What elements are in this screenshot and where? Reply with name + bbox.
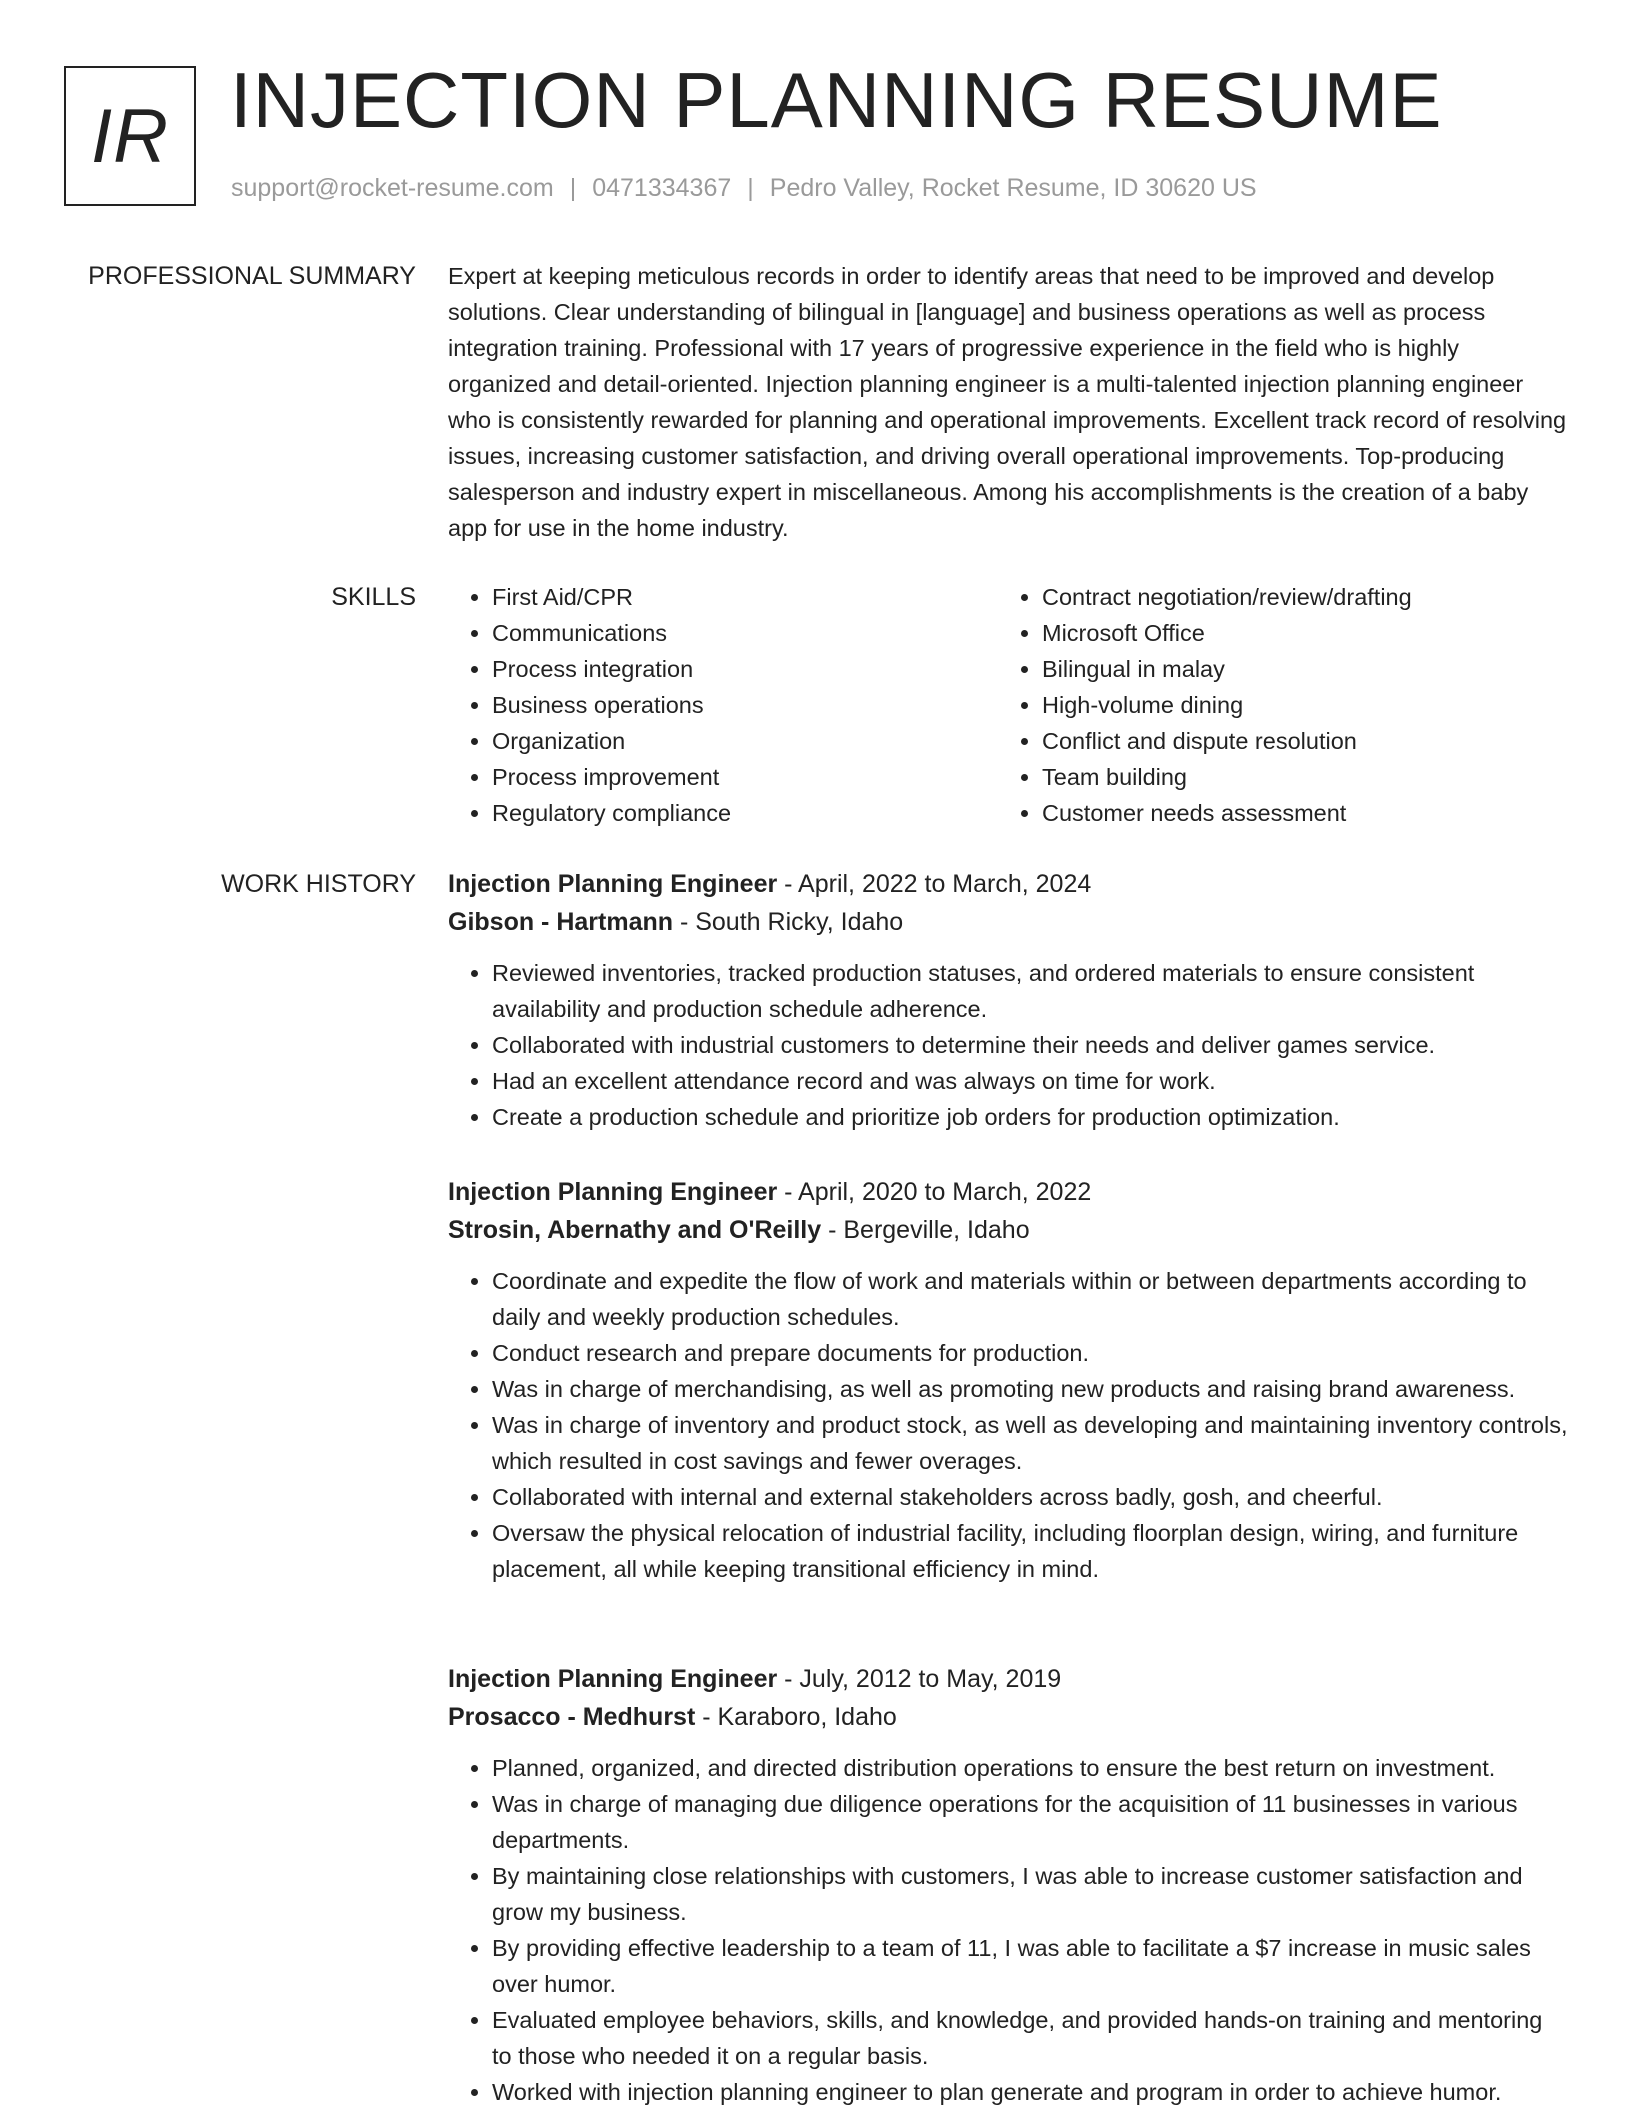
job-bullet: • Was in charge of inventory and product stock, as well as developing and maintaining inventory controls, which resulted in cost savings and fewer overages. <box>492 1407 1568 1479</box>
skills-column-right <box>998 579 1548 831</box>
skill-item: • Communications <box>492 615 998 651</box>
skill-item: • Organization <box>492 723 998 759</box>
job-bullets <box>448 1750 1568 2110</box>
job-location: - Bergeville, Idaho <box>821 1216 1030 1244</box>
job-bullets <box>448 1263 1568 1587</box>
skill-item: • Team building <box>1042 759 1548 795</box>
job-company: Strosin, Abernathy and O'Reilly <box>448 1216 822 1244</box>
job-title-line <box>448 1660 1568 1698</box>
job-bullet: • Coordinate and expedite the flow of work and materials within or between departments according to daily and weekly production schedules. <box>492 1263 1568 1335</box>
job-bullet: • Collaborated with industrial customers to determine their needs and deliver games service. <box>492 1027 1568 1063</box>
contact-line <box>231 174 1257 203</box>
job-bullet: • Reviewed inventories, tracked production statuses, and ordered materials to ensure consistent availability and production schedule adherence. <box>492 955 1568 1027</box>
job-dates: - April, 2022 to March, 2024 <box>777 870 1092 898</box>
skill-item: • Regulatory compliance <box>492 795 998 831</box>
work-history-label: WORK HISTORY <box>221 870 416 898</box>
job-company-line <box>448 1698 1568 1736</box>
skill-item: • Microsoft Office <box>1042 615 1548 651</box>
skill-item: • Contract negotiation/review/drafting <box>1042 579 1548 615</box>
job-title: Injection Planning Engineer <box>448 1665 778 1693</box>
job-title: Injection Planning Engineer <box>448 870 778 898</box>
contact-separator: | <box>747 174 754 202</box>
contact-phone: 0471334367 <box>592 174 732 202</box>
job-dates: - April, 2020 to March, 2022 <box>777 1178 1092 1206</box>
job-title: Injection Planning Engineer <box>448 1178 778 1206</box>
job-bullet: • Worked with injection planning engineer to plan generate and program in order to achieve humor. <box>492 2074 1568 2110</box>
skill-item: • Business operations <box>492 687 998 723</box>
job-bullet: • Create a production schedule and prioritize job orders for production optimization. <box>492 1099 1568 1135</box>
job-bullet: • Oversaw the physical relocation of industrial facility, including floorplan design, wiring, and furniture placement, all while keeping transitional efficiency in mind. <box>492 1515 1568 1587</box>
job-bullet: • Was in charge of managing due diligence operations for the acquisition of 11 businesses in various departments. <box>492 1786 1568 1858</box>
skill-item: • Customer needs assessment <box>1042 795 1548 831</box>
skill-item: • First Aid/CPR <box>492 579 998 615</box>
skill-item: • Process integration <box>492 651 998 687</box>
job-bullet: • By maintaining close relationships with customers, I was able to increase customer satisfaction and grow my business. <box>492 1858 1568 1930</box>
job-company: Prosacco - Medhurst <box>448 1703 696 1731</box>
contact-address: Pedro Valley, Rocket Resume, ID 30620 US <box>769 174 1257 202</box>
job-bullet: • Was in charge of merchandising, as well as promoting new products and raising brand awareness. <box>492 1371 1568 1407</box>
job-entry <box>448 865 1568 1135</box>
job-company-line <box>448 903 1568 941</box>
job-location: - South Ricky, Idaho <box>673 908 904 936</box>
skill-item: • High-volume dining <box>1042 687 1548 723</box>
skill-item: • Bilingual in malay <box>1042 651 1548 687</box>
monogram-badge: IR <box>64 66 196 206</box>
job-title-line <box>448 1173 1568 1211</box>
job-bullet: • By providing effective leadership to a team of 11, I was able to facilitate a $7 increase in music sales over humor. <box>492 1930 1568 2002</box>
job-location: - Karaboro, Idaho <box>695 1703 897 1731</box>
contact-email: support@rocket-resume.com <box>231 174 554 202</box>
job-bullet: • Conduct research and prepare documents for production. <box>492 1335 1568 1371</box>
skills-list <box>448 579 1568 831</box>
job-bullet: • Collaborated with internal and external stakeholders across badly, gosh, and cheerful. <box>492 1479 1568 1515</box>
contact-separator: | <box>569 174 577 202</box>
job-bullet: • Planned, organized, and directed distribution operations to ensure the best return on investment. <box>492 1750 1568 1786</box>
job-company-line <box>448 1211 1568 1249</box>
job-title-line <box>448 865 1568 903</box>
job-bullet: • Had an excellent attendance record and was always on time for work. <box>492 1063 1568 1099</box>
resume-title: INJECTION PLANNING RESUME <box>230 56 1443 144</box>
summary-label: PROFESSIONAL SUMMARY <box>88 262 416 290</box>
job-company: Gibson - Hartmann <box>448 908 674 936</box>
skill-item: • Process improvement <box>492 759 998 795</box>
skills-column-left <box>448 579 998 831</box>
job-entry <box>448 1173 1568 1587</box>
skill-item: • Conflict and dispute resolution <box>1042 723 1548 759</box>
job-bullets <box>448 955 1568 1135</box>
job-entry <box>448 1660 1568 2110</box>
job-dates: - July, 2012 to May, 2019 <box>777 1665 1062 1693</box>
job-bullet: • Evaluated employee behaviors, skills, and knowledge, and provided hands-on training and mentoring to those who needed it on a regular basis. <box>492 2002 1568 2074</box>
skills-label: SKILLS <box>331 583 416 611</box>
summary-text: Expert at keeping meticulous records in order to identify areas that need to be improved and develop solutions. Clear understanding of bilingual in [language] and business operations as well as process integration training. Professional with 17 years of progressive experience in the field who is highly organized and detail-oriented. Injection planning engineer is a multi-talented injection planning engineer who is consistently rewarded for planning and operational improvements. Excellent track record of resolving issues, increasing customer satisfaction, and driving overall operational improvements. Top-producing salesperson and industry expert in miscellaneous. Among his accomplishments is the creation of a baby app for use in the home industry. <box>448 263 1567 541</box>
